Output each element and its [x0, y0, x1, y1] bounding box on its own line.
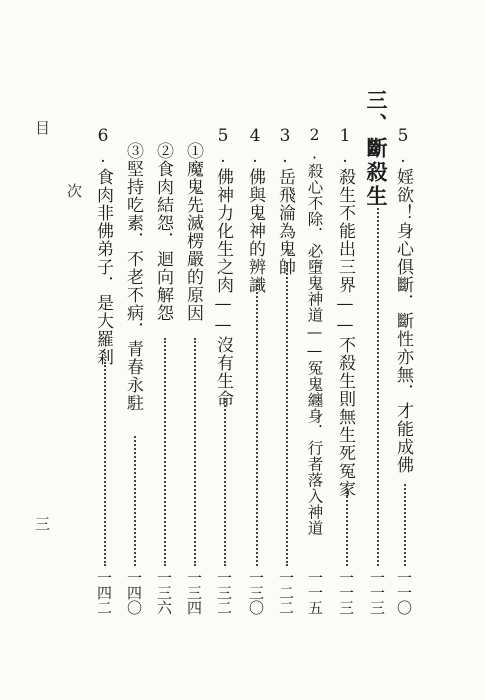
- toc-leader-dots: [346, 484, 348, 566]
- toc-page-number: 一三四: [185, 570, 203, 615]
- toc-entry-title: 5.佛神力化生之肉——沒有生命: [213, 126, 233, 408]
- toc-entry-title: 2.殺心不除．必墮鬼神道——冤鬼纏身．行者落入神道: [305, 126, 324, 536]
- toc-page-number: 一四二: [95, 570, 113, 615]
- toc-entry-title: 5.婬欲！身心俱斷．斷性亦無．才能成佛: [393, 126, 413, 474]
- toc-leader-dots: [134, 436, 136, 566]
- toc-page-number: 一三六: [155, 570, 173, 615]
- toc-leader-dots: [164, 338, 166, 566]
- toc-leader-dots: [377, 208, 379, 566]
- toc-entry-title: ③堅持吃素．不老不病．青春永駐: [123, 142, 143, 412]
- toc-entry-title: 6.食肉非佛弟子．是大羅剎: [93, 126, 113, 366]
- toc-leader-dots: [286, 262, 288, 566]
- toc-leader-dots: [104, 362, 106, 566]
- toc-page-number: 一四〇: [125, 570, 143, 615]
- toc-leader-dots: [224, 398, 226, 566]
- toc-entry-title: 4.佛與鬼神的辨識: [245, 126, 265, 294]
- toc-page-number: 一一三: [337, 570, 355, 615]
- toc-leader-dots: [404, 484, 406, 566]
- toc-page-number: 一一〇: [395, 570, 413, 615]
- toc-leader-dots: [256, 280, 258, 566]
- toc-section-heading: 三、斷殺生: [364, 89, 389, 209]
- toc-page-number: 一二二: [277, 570, 295, 615]
- toc-page-number: 一一五: [306, 570, 324, 615]
- toc-leader-dots: [194, 338, 196, 566]
- toc-entry-title: 1.殺生不能出三界——不殺生則無生死冤家: [335, 126, 355, 498]
- page-folio: 三: [33, 516, 51, 531]
- toc-entry-title: ①魔鬼先滅楞嚴的原因: [183, 142, 203, 322]
- toc-entry-title: ②食肉結怨．迴向解怨: [153, 142, 173, 322]
- toc-page-number: 一一三: [368, 570, 386, 615]
- toc-page-number: 一三二: [215, 570, 233, 615]
- toc-entry-title: 3.岳飛淪為鬼帥: [275, 126, 295, 276]
- running-header-char-1: 目: [33, 120, 51, 135]
- running-header-char-2: 次: [65, 183, 83, 198]
- toc-page-number: 一三〇: [247, 570, 265, 615]
